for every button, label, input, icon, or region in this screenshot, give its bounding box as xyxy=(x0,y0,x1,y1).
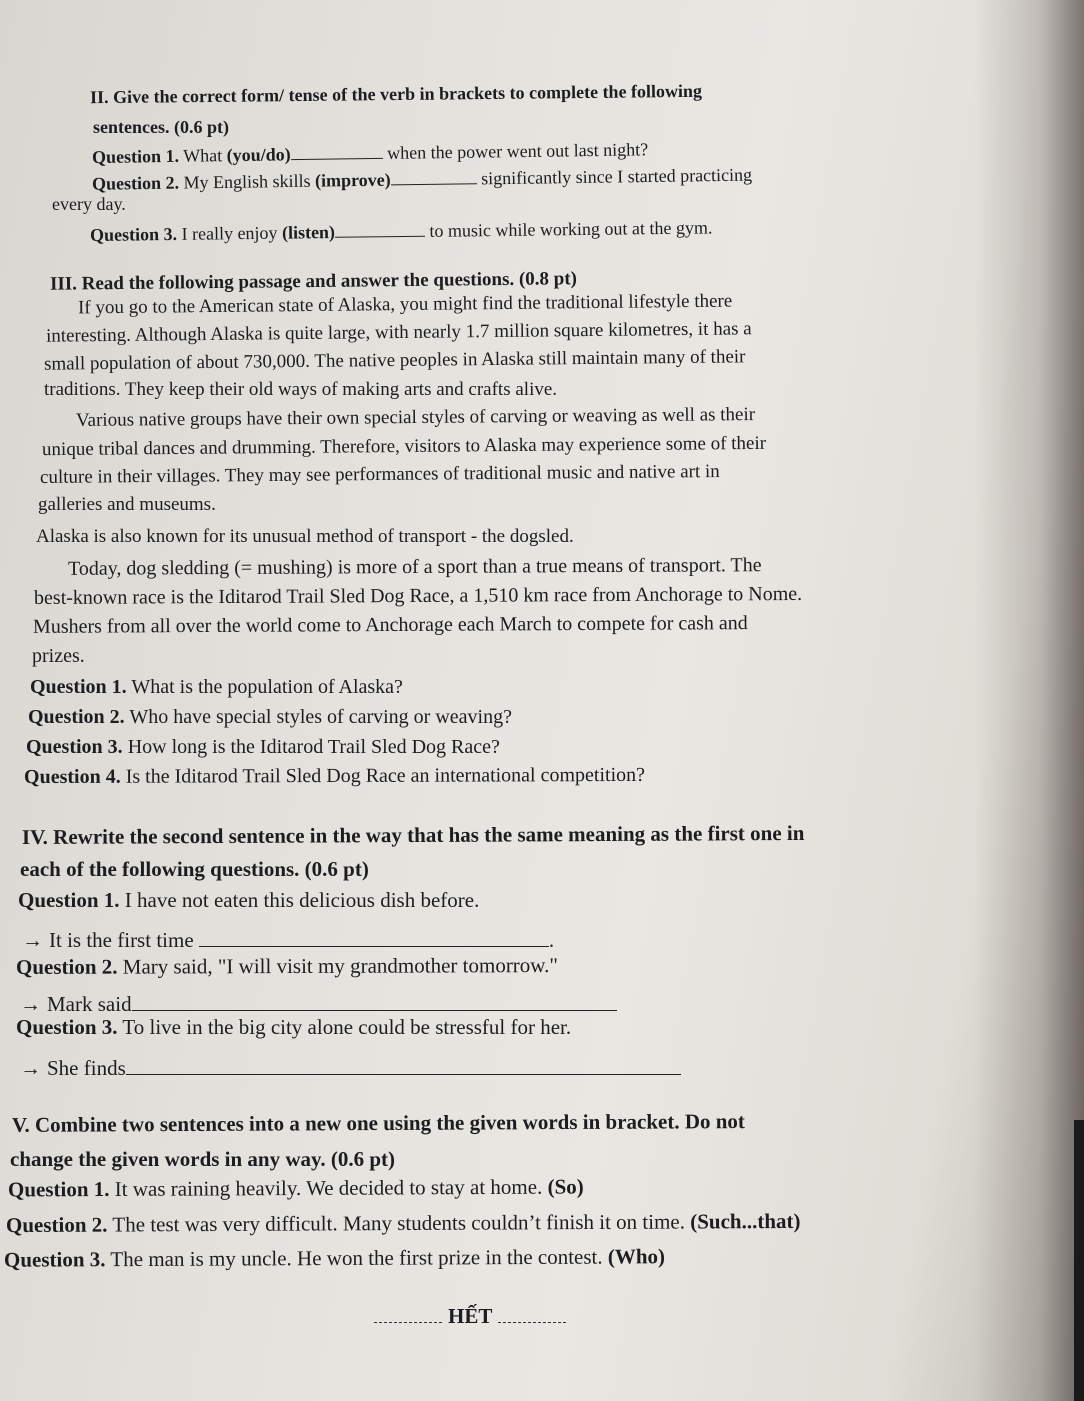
section-iv-question-3: Question 3. To live in the big city alone could be stressful for her. xyxy=(16,1015,572,1039)
passage-line: If you go to the American state of Alaska, you might find the traditional lifestyle there xyxy=(77,290,733,319)
passage-line: small population of about 730,000. The native peoples in Alaska still maintain many of their xyxy=(43,346,746,375)
section-iv-heading-line1: IV. Rewrite the second sentence in the way that has the same meaning as the first one in xyxy=(21,820,805,850)
section-iv-heading-line2: each of the following questions. (0.6 pt) xyxy=(20,857,369,881)
arrow-icon: → xyxy=(20,1055,41,1080)
section-iii-question-1: Question 1. What is the population of Alaska? xyxy=(30,676,403,698)
section-iv-question-2: Question 2. Mary said, "I will visit my grandmother tomorrow." xyxy=(15,953,558,979)
section-iii-question-3: Question 3. How long is the Iditarod Trail Sled Dog Race? xyxy=(26,736,500,758)
dashed-rule xyxy=(374,1309,442,1323)
passage-line: Various native groups have their own special styles of carving or weaving as well as their xyxy=(75,404,756,431)
end-marker: HẾT xyxy=(368,1304,572,1329)
passage-line: interesting. Although Alaska is quite large, with nearly 1.7 million square kilometres, it has a xyxy=(45,318,752,347)
section-ii-heading xyxy=(90,81,702,108)
section-ii-question-3: Question 3. I really enjoy (listen) to music while working out at the gym. xyxy=(89,217,713,245)
section-ii-heading-line2: sentences. (0.6 pt) xyxy=(93,117,229,137)
passage-line: prizes. xyxy=(32,645,85,667)
section-ii-question-2: Question 2. My English skills (improve) significantly since I started practicing xyxy=(91,164,753,194)
arrow-icon: → xyxy=(20,991,41,1016)
section-iii-question-2: Question 2. Who have special styles of carving or weaving? xyxy=(28,706,512,728)
answer-blank[interactable] xyxy=(199,927,549,947)
passage-line: traditions. They keep their old ways of making arts and crafts alive. xyxy=(44,379,558,400)
passage-line: culture in their villages. They may see performances of traditional music and native art in xyxy=(39,461,720,488)
passage-line: best-known race is the Iditarod Trail Sled Dog Race, a 1,510 km race from Anchorage to Nome. xyxy=(33,582,803,610)
answer-blank[interactable] xyxy=(132,991,617,1011)
section-ii-question-2-cont: every day. xyxy=(52,194,126,214)
passage-line: Alaska is also known for its unusual method of transport - the dogsled. xyxy=(36,526,574,547)
section-v-question-3: Question 3. The man is my uncle. He won the first prize in the contest. (Who) xyxy=(3,1244,666,1272)
section-iv-answer-1: → It is the first time . xyxy=(22,927,555,952)
section-iv-answer-3: → She finds xyxy=(20,1055,681,1080)
passage-line: Mushers from all over the world come to Anchorage each March to compete for cash and xyxy=(32,612,748,638)
answer-blank[interactable] xyxy=(291,142,383,160)
section-iii-question-4: Question 4. Is the Iditarod Trail Sled Dog Race an international competition? xyxy=(23,763,646,789)
dashed-rule xyxy=(498,1309,566,1323)
passage-line: Today, dog sledding (= mushing) is more of a sport than a true means of transport. The xyxy=(67,554,762,580)
section-v-question-2: Question 2. The test was very difficult. Many students couldn’t finish it on time. (Such...that) xyxy=(5,1208,801,1238)
section-ii-question-1: Question 1. What (you/do) when the power went out last night? xyxy=(91,139,649,168)
section-iii-heading: III. Read the following passage and answer the questions. (0.8 pt) xyxy=(49,268,578,295)
answer-blank[interactable] xyxy=(335,220,425,238)
section-iv-answer-2: → Mark said xyxy=(20,991,617,1016)
section-v-heading-line2: change the given words in any way. (0.6 pt) xyxy=(10,1147,396,1171)
answer-blank[interactable] xyxy=(126,1055,681,1075)
section-ii-heading-line1: II. Give the correct form/ tense of the verb in brackets to complete the following xyxy=(89,80,703,108)
section-v-question-1: Question 1. It was raining heavily. We decided to stay at home. (So) xyxy=(7,1174,584,1202)
passage-line: unique tribal dances and drumming. Therefore, visitors to Alaska may experience some of their xyxy=(41,432,767,461)
arrow-icon: → xyxy=(22,927,43,952)
passage-line: galleries and museums. xyxy=(38,494,216,515)
section-iv-question-1: Question 1. I have not eaten this delicious dish before. xyxy=(18,888,480,912)
section-v-heading-line1: V. Combine two sentences into a new one using the given words in bracket. Do not xyxy=(11,1109,745,1137)
answer-blank[interactable] xyxy=(391,167,477,185)
